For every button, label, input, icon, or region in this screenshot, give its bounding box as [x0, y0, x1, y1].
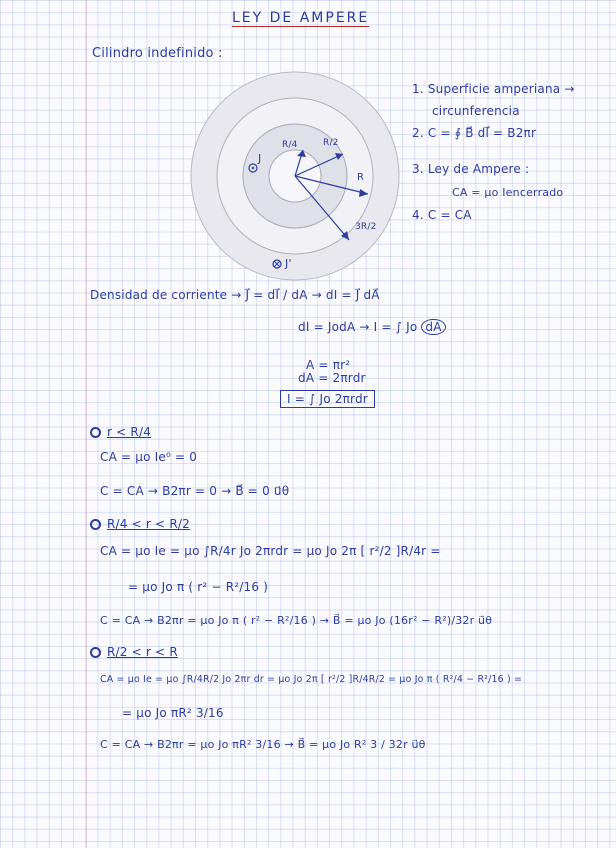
- section1-condition: r < R/4: [107, 425, 152, 439]
- label-r4: R/4: [282, 140, 298, 150]
- step-1: 1. Superficie amperiana →: [412, 82, 575, 96]
- density-line-2: [298, 320, 446, 334]
- density-line-2-text: dI = JodA → I = ∫ Jo: [298, 320, 418, 334]
- section2-condition: R/4 < r < R/2: [107, 517, 190, 531]
- label-3r2: 3R/2: [355, 222, 377, 232]
- bullet-icon: [90, 519, 101, 530]
- bullet-icon: [90, 427, 101, 438]
- section3-head: [90, 645, 178, 659]
- label-r: R: [357, 172, 365, 183]
- section3-line-3: C = CA → B2πr = μo Jo πR² 3/16 → B⃗ = μo Jo R² 3 / 32r u⃗θ: [100, 738, 426, 751]
- label-r2: R/2: [323, 138, 339, 148]
- label-j: J: [258, 152, 262, 165]
- label-jprime: J': [285, 257, 292, 270]
- section3-line-1: CA = μo Ie = μo ∫R/4R/2 Jo 2πr dr = μo Jo 2π [ r²/2 ]R/4R/2 = μo Jo π ( R²/4 − R²/16 ) =: [100, 674, 523, 685]
- section2-line-1: CA = μo Ie = μo ∫R/4r Jo 2πrdr = μo Jo 2π [ r²/2 ]R/4r =: [100, 544, 441, 558]
- section1-line-2: C = CA → B2πr = 0 → B⃗ = 0 u⃗θ: [100, 484, 290, 498]
- current-integral-boxed: I = ∫ Jo 2πrdr: [280, 390, 375, 408]
- bullet-icon: [90, 647, 101, 658]
- step-3-cont: CA = μo Iencerrado: [452, 186, 564, 199]
- section2-head: [90, 517, 190, 531]
- step-3: 3. Ley de Ampere :: [412, 162, 530, 176]
- step-4: 4. C = CA: [412, 208, 472, 222]
- section2-line-2: = μo Jo π ( r² − R²/16 ): [128, 580, 269, 594]
- section2-line-3: C = CA → B2πr = μo Jo π ( r² − R²/16 ) → B⃗ = μo Jo (16r² − R²)/32r u⃗θ: [100, 614, 493, 627]
- density-line-1: Densidad de corriente → J⃗ = dI⃗ / dA → dI = J⃗ dA⃗: [90, 288, 380, 302]
- subtitle: Cilindro indefinido :: [92, 46, 223, 61]
- page-title: LEY DE AMPERE: [232, 10, 370, 26]
- section3-line-2: = μo Jo πR² 3/16: [122, 706, 224, 720]
- step-2: 2. C = ∮ B⃗ dl⃗ = B2πr: [412, 126, 537, 140]
- section1-head: [90, 425, 151, 439]
- area-formula: A = πr²: [306, 358, 351, 372]
- step-1-cont: circunferencia: [432, 104, 520, 118]
- density-circled: dA: [421, 319, 445, 335]
- section1-line-1: CA = μo Ie⁰ = 0: [100, 450, 198, 464]
- area-differential: dA = 2πrdr: [298, 371, 366, 385]
- section3-condition: R/2 < r < R: [107, 645, 178, 659]
